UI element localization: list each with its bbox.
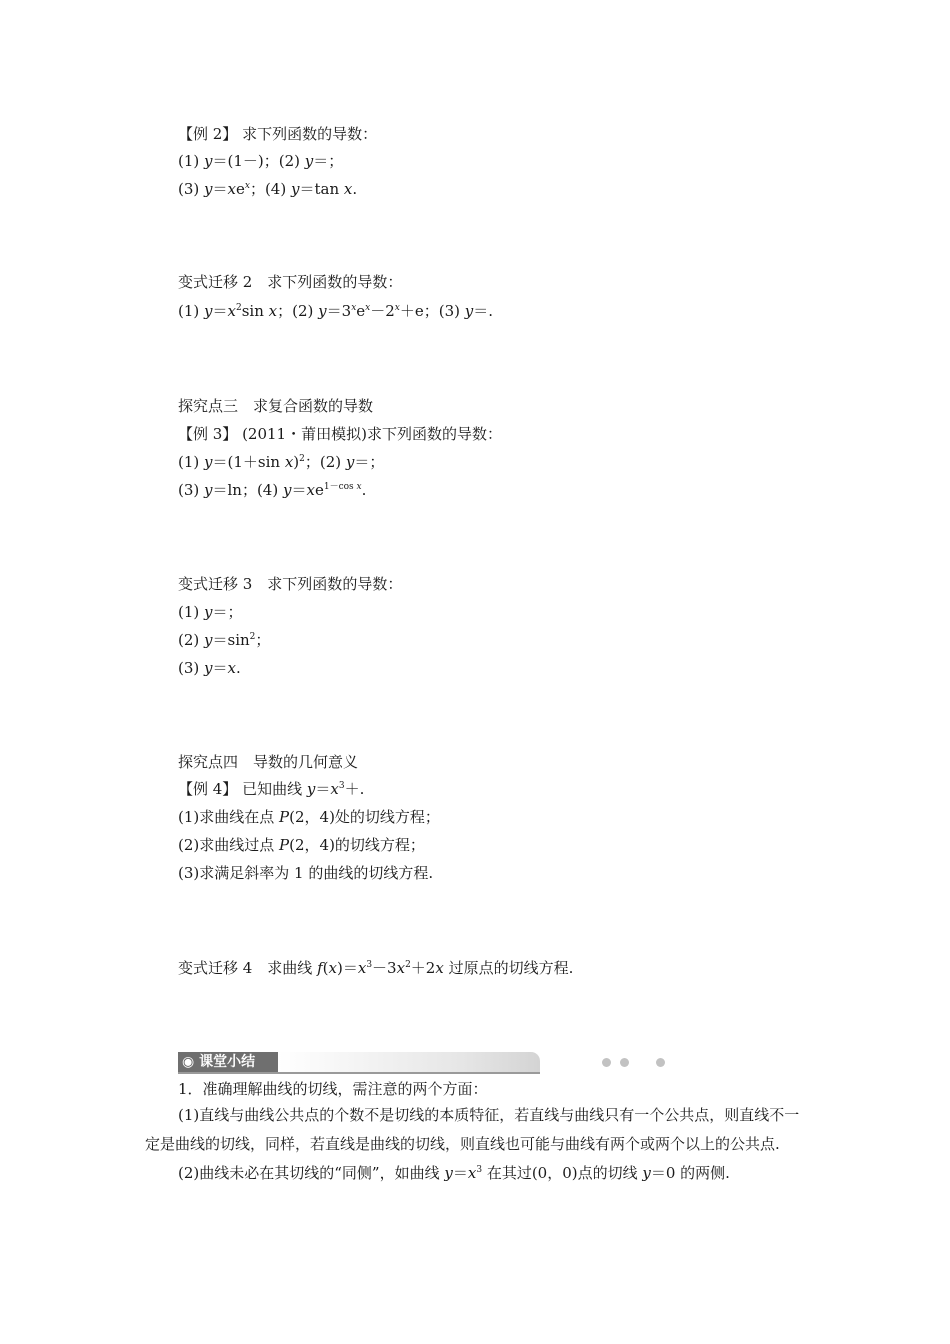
math-var: x bbox=[227, 180, 236, 198]
superscript: 2 bbox=[299, 454, 305, 464]
math-var: y bbox=[204, 481, 213, 499]
text-run: ；(4) bbox=[249, 180, 291, 198]
example-3-title: 【例 3】 (2011・莆田模拟)求下列函数的导数： bbox=[178, 425, 502, 443]
text-run: ；(2) bbox=[277, 302, 319, 320]
math-var: x bbox=[357, 959, 367, 977]
math-var: y bbox=[642, 1164, 651, 1182]
superscript: 3 bbox=[476, 1165, 483, 1175]
math-var: P bbox=[279, 836, 290, 854]
variant-3-line-1 bbox=[178, 602, 243, 622]
math-var: x bbox=[227, 302, 236, 320]
text-run: (1) bbox=[178, 302, 205, 320]
text-run: ＝ bbox=[315, 780, 331, 798]
text-run: e bbox=[235, 180, 245, 198]
summary-banner bbox=[178, 1052, 540, 1074]
variant-2-title: 变式迁移 2 求下列函数的导数： bbox=[178, 273, 403, 291]
text-run: ＋2 bbox=[410, 959, 436, 977]
superscript bbox=[324, 482, 362, 492]
math-var: x bbox=[343, 180, 353, 198]
variant-3-title: 变式迁移 3 求下列函数的导数： bbox=[178, 575, 403, 593]
math-var: y bbox=[306, 780, 316, 798]
variant-3-line-3 bbox=[178, 658, 241, 678]
text-run: e bbox=[314, 481, 324, 499]
text-run: ( bbox=[322, 959, 329, 977]
math-var: y bbox=[204, 631, 213, 649]
text-run: e bbox=[356, 302, 366, 320]
text-run: 【例 4】 已知曲线 bbox=[178, 780, 307, 798]
variant-3-line-2 bbox=[178, 630, 270, 650]
superscript: 2 bbox=[235, 303, 242, 313]
math-var: y bbox=[345, 453, 355, 471]
section-3-heading: 探究点三 求复合函数的导数 bbox=[178, 397, 374, 415]
text-run: ＝0 的两侧. bbox=[650, 1164, 730, 1182]
text-run: (1) bbox=[178, 603, 205, 621]
text-run: ＝(1＋sin bbox=[212, 453, 285, 471]
math-var: y bbox=[464, 302, 474, 320]
example-2-line-2 bbox=[178, 179, 357, 199]
text-run: 1－cos bbox=[323, 482, 357, 492]
text-run: ＝； bbox=[212, 603, 243, 621]
text-run: (2) bbox=[178, 631, 205, 649]
summary-paragraph bbox=[145, 1101, 810, 1188]
math-var: y bbox=[204, 180, 213, 198]
math-var: f bbox=[317, 959, 323, 977]
math-var: y bbox=[444, 1164, 453, 1182]
math-var: P bbox=[279, 808, 290, 826]
summary-point-1: 1．准确理解曲线的切线，需注意的两个方面： bbox=[178, 1080, 488, 1098]
text-run: . bbox=[361, 481, 367, 499]
summary-banner-label: ◉ 课堂小结 bbox=[178, 1052, 278, 1072]
section-4-heading: 探究点四 导数的几何意义 bbox=[178, 753, 359, 771]
example-4-title bbox=[178, 779, 364, 799]
text-run: ； bbox=[255, 631, 271, 649]
text-run: sin bbox=[241, 302, 269, 320]
math-var: y bbox=[204, 453, 213, 471]
text-run: ＝ bbox=[212, 659, 228, 677]
math-var: y bbox=[290, 180, 300, 198]
text-run: (3) bbox=[178, 659, 205, 677]
superscript: 3 bbox=[338, 781, 345, 791]
math-var: x bbox=[330, 780, 339, 798]
math-var: x bbox=[306, 481, 315, 499]
math-var: y bbox=[282, 481, 292, 499]
text-run: ＝. bbox=[473, 302, 494, 320]
math-var: x bbox=[284, 453, 294, 471]
superscript: 3 bbox=[366, 960, 373, 970]
example-4-question-3: (3)求满足斜率为 1 的曲线的切线方程. bbox=[178, 864, 434, 882]
text-run: (1)求曲线在点 bbox=[178, 808, 280, 826]
math-var: y bbox=[318, 302, 327, 320]
decorative-dot bbox=[656, 1058, 665, 1067]
example-4-question-1 bbox=[178, 807, 440, 827]
decorative-dot bbox=[602, 1058, 611, 1067]
superscript: x bbox=[351, 303, 357, 313]
math-var: x bbox=[467, 1164, 477, 1182]
math-var: y bbox=[204, 152, 213, 170]
text-run: )＝ bbox=[336, 959, 358, 977]
text-run: (2)曲线未必在其切线的“同侧”，如曲线 bbox=[178, 1164, 445, 1182]
text-run: (1) bbox=[178, 453, 205, 471]
text-run: (1) bbox=[178, 152, 205, 170]
example-4-question-2 bbox=[178, 835, 425, 855]
example-3-line-1 bbox=[178, 452, 384, 472]
decorative-dot bbox=[620, 1058, 629, 1067]
variant-2-line-1 bbox=[178, 301, 493, 321]
text-run: (2，4)的切线方程； bbox=[289, 836, 425, 854]
math-var: x bbox=[227, 659, 236, 677]
summary-point-1-1: (1)直线与曲线公共点的个数不是切线的本质特征，若直线与曲线只有一个公共点，则直线不一定是曲线的切线，同样，若直线是曲线的切线，则直线也可能与曲线有两个或两个以上的公共点. bbox=[145, 1106, 800, 1153]
text-run: 变式迁移 4 求曲线 bbox=[178, 959, 318, 977]
math-var: x bbox=[396, 959, 406, 977]
superscript: x bbox=[365, 303, 371, 313]
text-run: －3 bbox=[372, 959, 397, 977]
text-run: 在其过(0，0)点的切线 bbox=[482, 1164, 643, 1182]
math-var: y bbox=[204, 302, 213, 320]
text-run: ) bbox=[293, 453, 300, 471]
text-run: ＝sin bbox=[212, 631, 250, 649]
text-run: ＝(1－)；(2) bbox=[212, 152, 305, 170]
text-run: ＝ bbox=[212, 180, 228, 198]
math-var: y bbox=[204, 603, 213, 621]
math-var: x bbox=[356, 482, 362, 492]
superscript: 2 bbox=[405, 960, 411, 970]
text-run: . bbox=[352, 180, 358, 198]
superscript: x bbox=[244, 181, 250, 191]
text-run: ＝3 bbox=[326, 302, 352, 320]
text-run: ＋. bbox=[344, 780, 365, 798]
text-run: ＝ bbox=[212, 302, 228, 320]
text-run: 过原点的切线方程. bbox=[443, 959, 574, 977]
text-run: ＝ bbox=[452, 1164, 468, 1182]
math-var: x bbox=[328, 959, 337, 977]
example-2-line-1 bbox=[178, 151, 343, 171]
superscript: 2 bbox=[249, 632, 256, 642]
superscript: x bbox=[394, 303, 400, 313]
text-run: ＝； bbox=[313, 152, 344, 170]
summary-point-1-2 bbox=[145, 1159, 810, 1188]
example-3-line-2 bbox=[178, 480, 366, 500]
text-run: ＋e；(3) bbox=[399, 302, 465, 320]
math-var: x bbox=[268, 302, 278, 320]
text-run: －2 bbox=[370, 302, 395, 320]
math-var: y bbox=[304, 152, 314, 170]
text-run: ＝； bbox=[354, 453, 385, 471]
text-run: ＝ bbox=[291, 481, 307, 499]
text-run: (2，4)处的切线方程； bbox=[289, 808, 440, 826]
text-run: ＝tan bbox=[299, 180, 344, 198]
variant-4-line bbox=[178, 958, 573, 978]
text-run: ；(2) bbox=[304, 453, 346, 471]
text-run: (3) bbox=[178, 481, 205, 499]
text-run: (2)求曲线过点 bbox=[178, 836, 280, 854]
math-var: x bbox=[435, 959, 444, 977]
text-run: (3) bbox=[178, 180, 205, 198]
text-run: . bbox=[235, 659, 241, 677]
text-run: ＝ln；(4) bbox=[212, 481, 283, 499]
math-var: y bbox=[204, 659, 213, 677]
example-2-title: 【例 2】 求下列函数的导数： bbox=[178, 125, 378, 143]
summary-banner-tail bbox=[278, 1052, 540, 1072]
